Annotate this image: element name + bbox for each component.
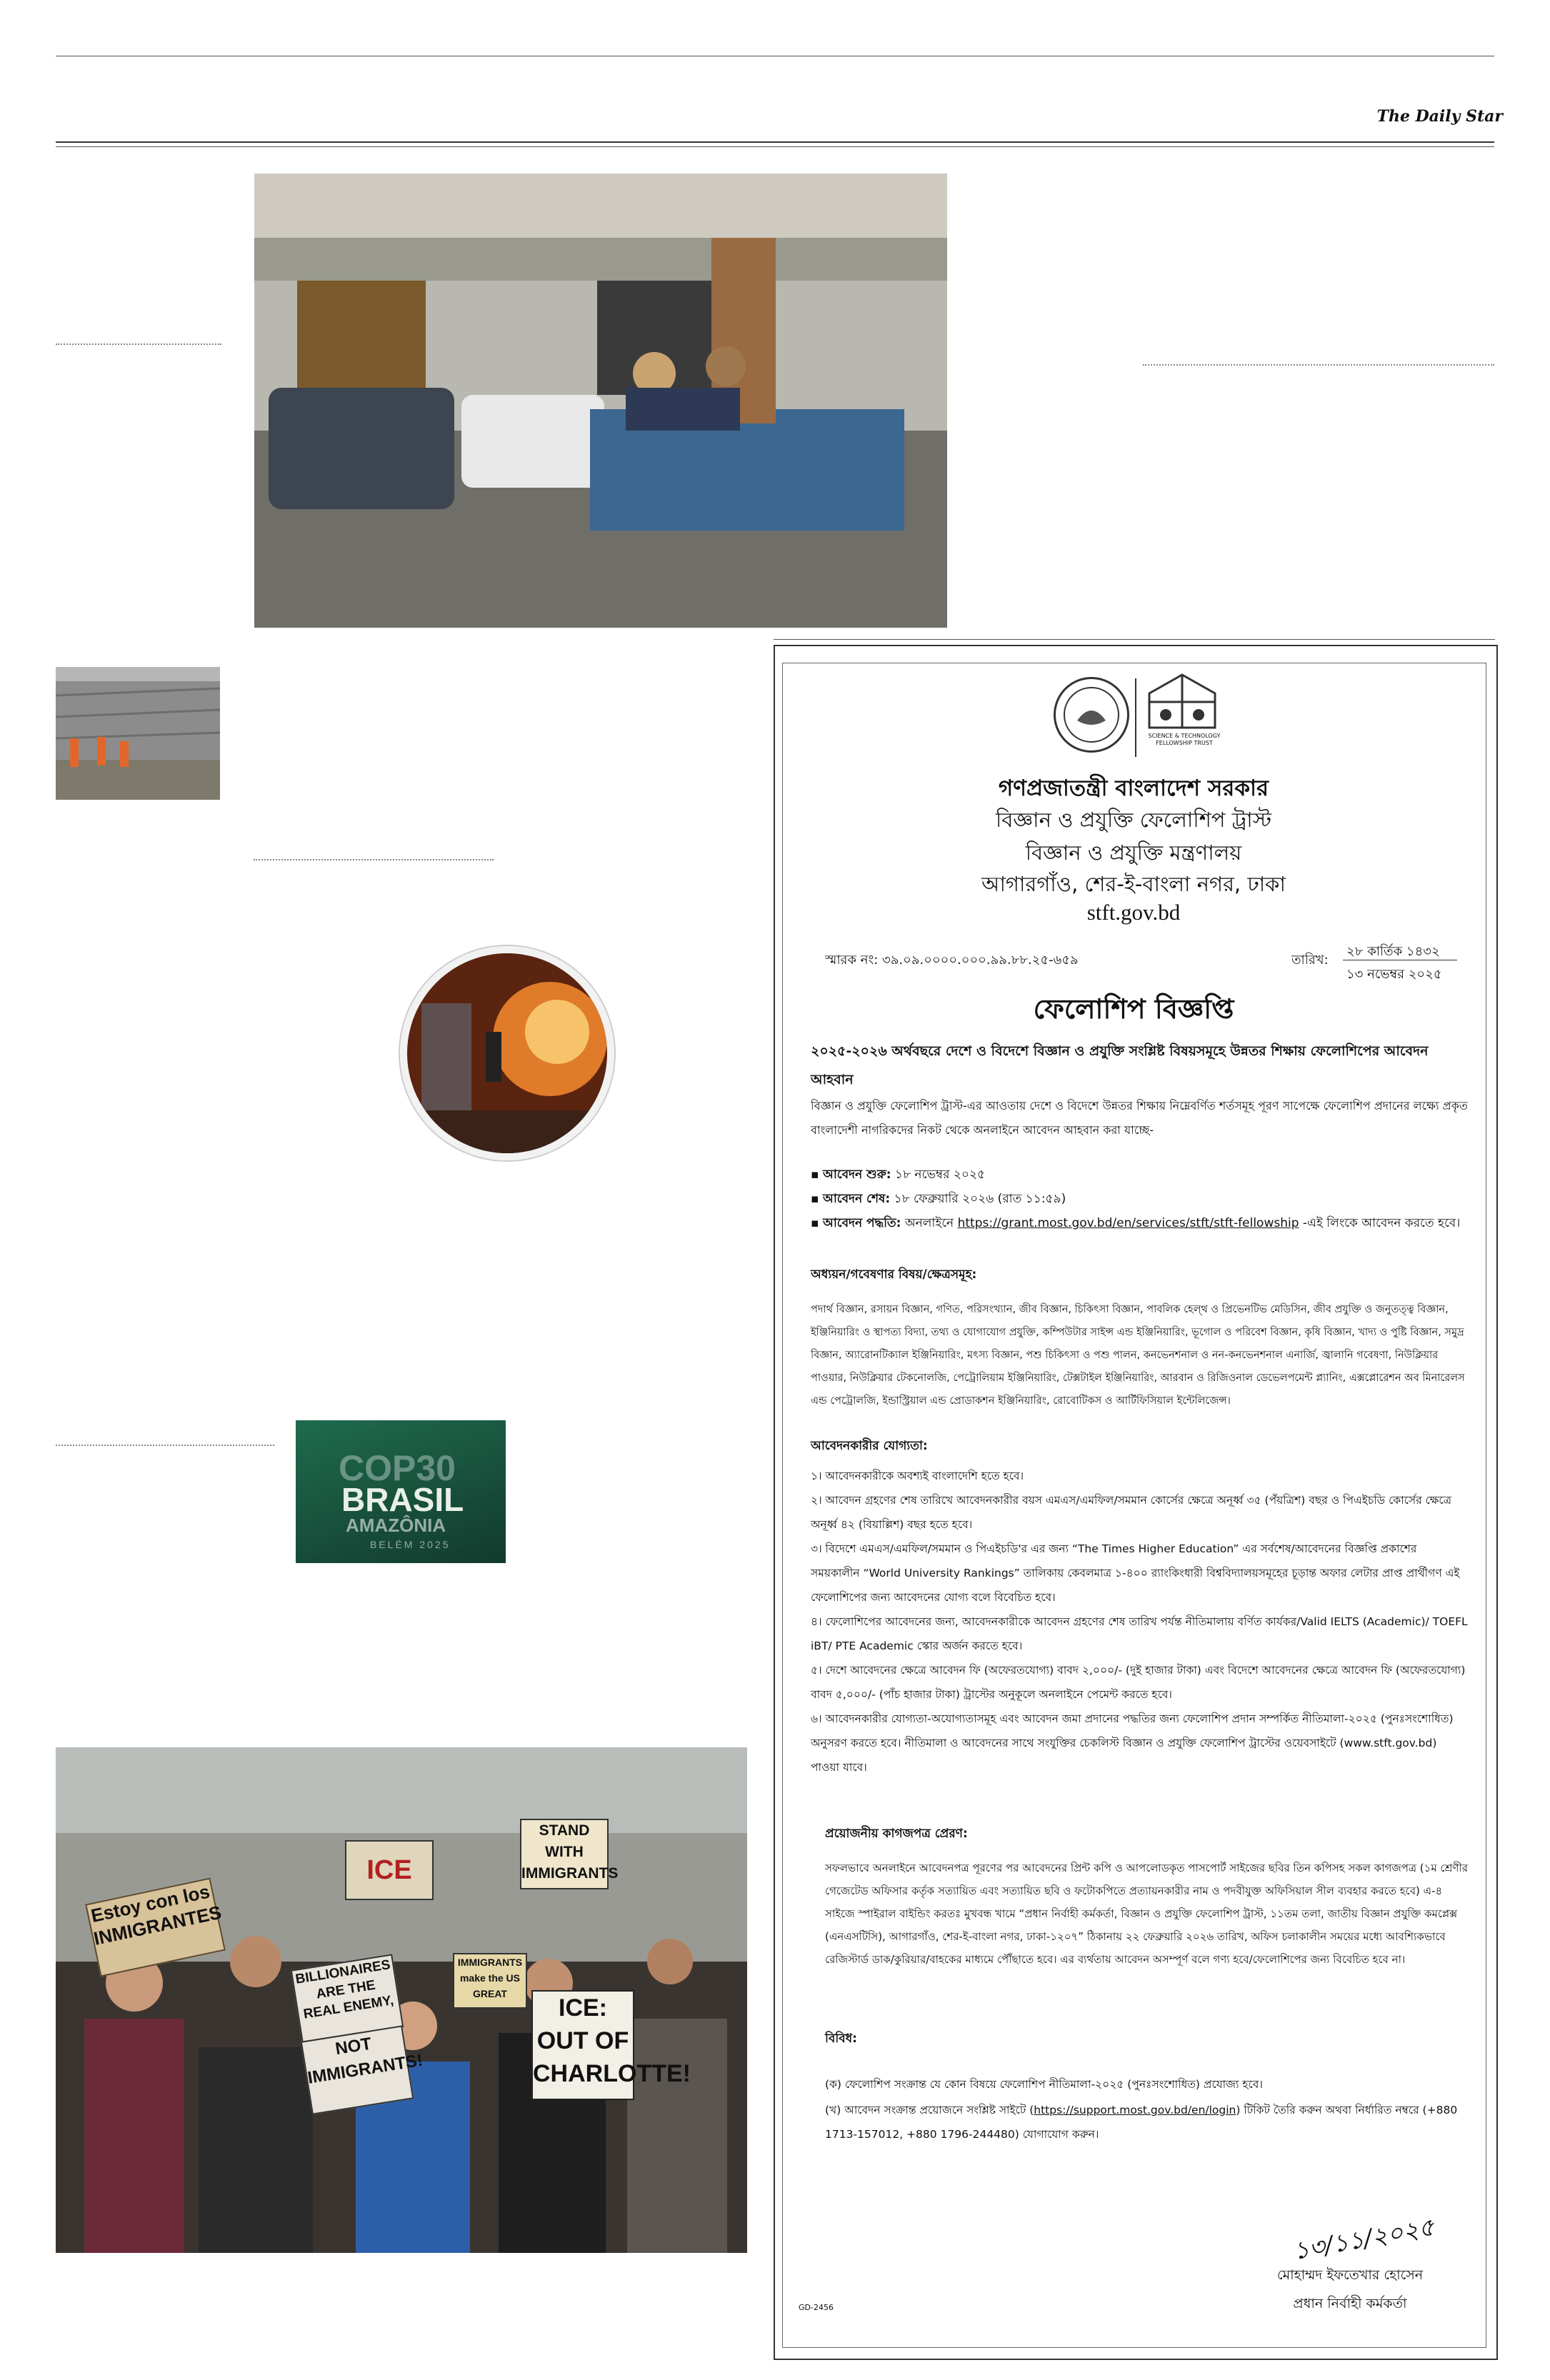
eligibility-item: ৪। ফেলোশিপের আবেদনের জন্য, আবেদনকারীকে আবেদন গ্রহণের শেষ তারিখ পর্যন্ত নীতিমালায় বর্ণিত কার্যকর/Valid IELTS (Academic)/ TOEFL iBT/ PTE Academic স্কোর অর্জন করতে হবে। [811,1615,1468,1652]
divider [56,1445,274,1446]
protest-sign: Estoy con los INMIGRANTES [85,1878,226,1977]
notice-trust: বিজ্ঞান ও প্রযুক্তি ফেলোশিপ ট্রাস্ট [995,808,1272,832]
eligibility-item: ৩। বিদেশে এমএস/এমফিল/সমমান ও পিএইচডি'র এর জন্য “The Times Higher Education” এর সর্বশেষ/আবেদনের বিজ্ঞপ্তি প্রকাশের সময়কালীন “World University Rankings” তালিকায় কেবলমাত্র ১-৪০০ র‍্যাংকিংধারী বিশ্ববিদ্যালয়সমূহের চূড়ান্ত অফার লেটার প্রাপ্ত প্রার্থীগণ এই ফেলোশিপের জন্য আবেদনের যোগ্য বলে বিবেচিত হবে। [811,1542,1460,1604]
notice-title: ফেলোশিপ বিজ্ঞপ্তি [1033,993,1234,1025]
protest-sign: ICE: OUT OF CHARLOTTE! [531,1990,634,2100]
bullet-list [811,1163,1468,1235]
notice-address: আগারগাঁও, শের-ই-বাংলা নগর, ঢাকা [981,872,1286,896]
eligibility-item: ৫। দেশে আবেদনের ক্ষেত্রে আবেদন ফি (অফেরতযোগ্য) বাবদ ২,০০০/- (দুই হাজার টাকা) এবং বিদেশে আবেদনের ক্ষেত্রে আবেদন ফি (অফেরতযোগ্য) বাবদ ৫,০০০/- (পাঁচ হাজার টাকা) ট্রাস্টের অনুকূলে অনলাইনে পেমেন্ট করতে হবে। [811,1664,1466,1701]
notice-intro: বিজ্ঞান ও প্রযুক্তি ফেলোশিপ ট্রাস্ট-এর আওতায় দেশে ও বিদেশে উন্নতর শিক্ষায় নিম্নেবর্ণিত শর্তসমূহ পূরণ সাপেক্ষে ফেলোশিপ প্রদানের লক্ষ্যে প্রকৃত বাংলাদেশী নাগরিকদের নিকট থেকে অনলাইনে আবেদন আহবান করা যাচ্ছে- [811,1099,1468,1137]
logo-separator [1135,678,1136,757]
protest-photo [56,1747,747,2253]
border-wall-photo [56,667,220,800]
firefighter-photo [400,946,614,1160]
protest-sign: NOT IMMIGRANTS! [301,2025,414,2114]
bullet-start: ▪ আবেদন শুরু: ১৮ নভেম্বর ২০২৫ [811,1168,986,1182]
bangladesh-emblem-icon [1054,677,1129,753]
divider [254,859,494,860]
divider [1143,364,1494,366]
signer-name: মোহাম্মদ ইফতেখার হোসেন [1276,2267,1424,2283]
notice-government: গণপ্রজাতন্ত্রী বাংলাদেশ সরকার [998,775,1269,801]
eligibility-item: ২। আবেদন গ্রহণের শেষ তারিখে আবেদনকারীর বয়স এমএস/এমফিল/সমমান কোর্সের ক্ষেত্রে অনূর্ধ্ব ৩৫ (পঁয়ত্রিশ) বছর ও পিএইচডি কোর্সের ক্ষেত্রে অনূর্ধ্ব ৪২ (বিয়াল্লিশ) বছর হতে হবে। [811,1494,1451,1531]
date-label: তারিখ: [1291,953,1329,968]
rafah-convoy-photo [254,174,947,628]
divider [56,343,221,345]
masthead: The Daily Star [1376,107,1503,126]
eligibility-heading: আবেদনকারীর যোগ্যতা: [811,1439,928,1453]
logo-caption: SCIENCE & TECHNOLOGY FELLOWSHIP TRUST [1148,733,1221,746]
grant-portal-link[interactable]: https://grant.most.gov.bd/en/services/stft/stft-fellowship [957,1216,1299,1230]
cop30-brasil: BRASIL [341,1481,464,1518]
signer-designation: প্রধান নির্বাহী কর্মকর্তা [1293,2296,1407,2311]
notice-top-rule [774,639,1495,640]
gd-number: GD-2456 [799,2303,834,2312]
notice-website: stft.gov.bd [1086,900,1181,925]
cop30-belem: BELÉM 2025 [370,1539,451,1550]
cop30-tile [296,1420,506,1563]
notice-subtitle: ২০২৫-২০২৬ অর্থবছরে দেশে ও বিদেশে বিজ্ঞান ও প্রযুক্তি সংশ্লিষ্ট বিষয়সমূহে উন্নতর শিক্ষায় ফেলোশিপের আবেদন আহবান [811,1043,1429,1088]
eligibility-item: ১। আবেদনকারীকে অবশ্যই বাংলাদেশি হতে হবে। [811,1470,1024,1482]
notice-ministry: বিজ্ঞান ও প্রযুক্তি মন্ত্রণালয় [1025,840,1242,865]
misc-item: (ক) ফেলোশিপ সংক্রান্ত যে কোন বিষয়ে ফেলোশিপ নীতিমালা-২০২৫ (পুনঃসংশোধিত) প্রযোজ্য হবে। [825,2078,1263,2091]
bullet-end: ▪ আবেদন শেষ: ১৮ ফেব্রুয়ারি ২০২৬ (রাত ১১:৫৯) [811,1192,1066,1206]
fields-list: পদার্থ বিজ্ঞান, রসায়ন বিজ্ঞান, গণিত, পরিসংখ্যান, জীব বিজ্ঞান, চিকিৎসা বিজ্ঞান, পাবলিক হেল্থ ও প্রিভেনটিভ মেডিসিন, জীব প্রযুক্তি ও জনুতত্ত্ব বিজ্ঞান, ইঞ্জিনিয়ারিং ও স্থাপত্য বিদ্যা, তথ্য ও যোগাযোগ প্রযুক্তি, কম্পিউটার সাইন্স এন্ড ইঞ্জিনিয়ারিং, ভূগোল ও পরিবেশ বিজ্ঞান, কৃষি বিজ্ঞান, খাদ্য ও পুষ্টি বিজ্ঞান, সমুদ্র বিজ্ঞান, অ্যারোনটিক্যাল ইঞ্জিনিয়ারিং, মৎস্য বিজ্ঞান, পশু চিকিৎসা ও পশু পালন, কনভেনশনাল ও নন-কনভেনশনাল এনার্জি, জ্বালানি গবেষণা, নিউক্লিয়ার পাওয়ার, নিউক্লিয়ার টেকনোলজি, পেট্রোলিয়াম ইঞ্জিনিয়ারিং, টেক্সটাইল ইঞ্জিনিয়ারিং, আরবান ও রিজিওনাল ডেভেলপমেন্ট প্ল্যানিং, এক্সপ্লোরেশন অব মিনারেলস এন্ড পেট্রোলজি, ইন্ডাস্ট্রিয়াল এন্ড প্রোডাকশন ইঞ্জিনিয়ারিং, রোবোটিকস ও আর্টিফিসিয়াল ইন্টেলিজেন্স। [811,1304,1465,1407]
cop30-amazonia: AMAZÔNIA [346,1515,446,1536]
protest-sign: IMMIGRANTS make the US GREAT [453,1953,527,2009]
date-bangla: ২৮ কার্তিক ১৪৩২ [1346,944,1440,959]
protest-sign: ICE [345,1840,434,1900]
masthead-rule-2 [56,146,1494,147]
documents-text: সফলভাবে অনলাইনে আবেদনপত্র পূরণের পর আবেদনের প্রিন্ট কপি ও আপলোডকৃত পাসপোর্ট সাইজের ছবির তিন কপিসহ সকল কাগজপত্র (১ম শ্রেণীর গেজেটেড অফিসার কর্তৃক সত্যায়িত এবং সত্যায়িত ছবি ও ফটোকপিতে প্রত্যায়নকারীর নাম ও পদবীযুক্ত অফিসিয়াল সীল ব্যবহার করতে হবে) এ-৪ সাইজে স্পাইরাল বাইন্ডিং করতঃ মুখবন্ধ খামে “প্রধান নির্বাহী কর্মকর্তা, বিজ্ঞান ও প্রযুক্তি ফেলোশিপ ট্রাস্ট, ১১তম তলা, জাতীয় বিজ্ঞান প্রযুক্তি কমপ্লেক্স (এনএসটিসি), আগারগাঁও, শের-ই-বাংলা নগর, ঢাকা-১২০৭” ঠিকানায় ২২ ফেব্রুয়ারি ২০২৬ তারিখ, অফিস চলাকালীন সময়ের মধ্যে আবশ্যিকভাবে রেজিস্টার্ড ডাক/কুরিয়ার/বাহকের মাধ্যমে পৌঁছাতে হবে। এর ব্যর্থতায় আবেদন অসম্পূর্ণ বলে গণ্য হবে/ফেলোশিপের জন্য বিবেচিত হবে না। [825,1862,1469,1966]
misc-item: (খ) আবেদন সংক্রান্ত প্রয়োজনে সংশ্লিষ্ট সাইটে (https://support.most.gov.bd/en/login) টিকিট তৈরি করুন অথবা নির্ধারিত নম্বরে (+880 1713-157012, +880 1796-244480) যোগাযোগ করুন। [825,2104,1458,2141]
bullet-method: ▪ আবেদন পদ্ধতি: অনলাইনে https://grant.most.gov.bd/en/services/stft/stft-fellowship -এই লিংকে আবেদন করতে হবে। [811,1216,1461,1230]
signature: ১৩/১১/২০২৫ [1291,2213,1437,2266]
support-link[interactable]: https://support.most.gov.bd/en/login [1034,2104,1236,2117]
misc-heading: বিবিধ: [825,2032,857,2046]
masthead-rule-1 [56,141,1494,143]
stft-logo-icon [1146,673,1218,730]
cop30-title: COP30 [339,1448,456,1488]
protest-sign: BILLIONAIRES ARE THE REAL ENEMY, [291,1954,404,2043]
eligibility-list [811,1464,1468,1779]
protest-sign: STAND WITH IMMIGRANTS [520,1819,609,1889]
fields-heading: অধ্যয়ন/গবেষণার বিষয়/ক্ষেত্রসমূহ: [811,1267,977,1282]
memo-number: স্মারক নং: ৩৯.০৯.০০০০.০০০.৯৯.৮৮.২৫-৬৫৯ [825,953,1079,968]
documents-heading: প্রয়োজনীয় কাগজপত্র প্রেরণ: [825,1827,968,1841]
date-english: ১৩ নভেম্বর ২০২৫ [1346,967,1442,982]
eligibility-item: ৬। আবেদনকারীর যোগ্যতা-অযোগ্যতাসমূহ এবং আবেদন জমা প্রদানের পদ্ধতির জন্য ফেলোশিপ প্রদান সম্পর্কিত নীতিমালা-২০২৫ (পুনঃসংশোধিত) অনুসরণ করতে হবে। নীতিমালা ও আবেদনের সাথে সংযুক্তির চেকলিস্ট বিজ্ঞান ও প্রযুক্তি ফেলোশিপ ট্রাস্টের ওয়েবসাইটে (www.stft.gov.bd) পাওয়া যাবে। [811,1712,1454,1774]
